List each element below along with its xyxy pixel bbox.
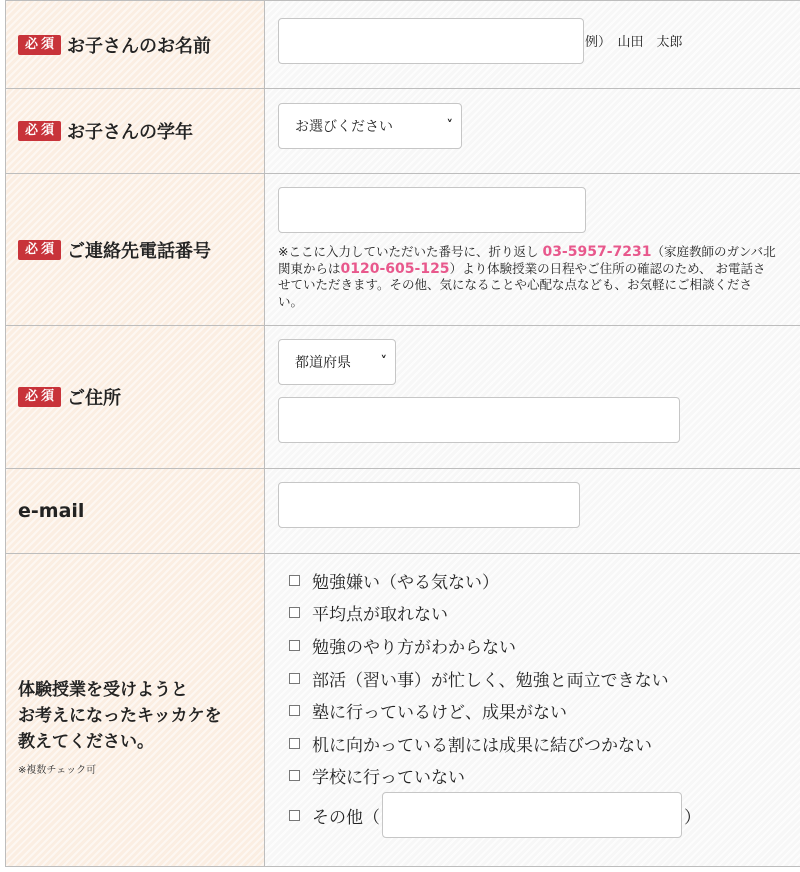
- reason-option-label: 勉強嫌い（やる気ない）: [312, 572, 499, 593]
- field-cell: [265, 1, 800, 88]
- label-cell: [6, 174, 265, 325]
- other-close-paren: ）: [684, 807, 701, 828]
- row-email: [5, 469, 800, 554]
- chevron-down-icon: ˅: [380, 354, 387, 370]
- child-name-input[interactable]: [278, 18, 584, 64]
- phone-input[interactable]: [278, 187, 586, 233]
- row-child-name: [5, 1, 800, 89]
- checkbox-icon[interactable]: [289, 673, 300, 684]
- reason-option-label: 塾に行っているけど、成果がない: [312, 703, 567, 724]
- reason-option-label: 勉強のやり方がわからない: [312, 637, 516, 658]
- phone-label: ご連絡先電話番号: [67, 240, 212, 262]
- reason-option-label: 学校に行っていない: [312, 768, 465, 789]
- reason-option-other[interactable]: [289, 792, 800, 838]
- required-badge: 必須: [18, 35, 61, 55]
- address-label: ご住所: [67, 388, 122, 409]
- reason-option[interactable]: [289, 662, 800, 695]
- phone-note-text: ※ここに入力していただいた番号に、折り返し: [278, 244, 543, 259]
- required-badge: 必須: [18, 240, 61, 260]
- grade-select-value: お選びください: [295, 119, 393, 135]
- reason-option[interactable]: [289, 760, 800, 793]
- trial-form: [5, 0, 800, 867]
- reason-option[interactable]: [289, 597, 800, 630]
- grade-label: お子さんの学年: [67, 122, 194, 143]
- row-address: [5, 326, 800, 469]
- checkbox-icon[interactable]: [289, 607, 300, 618]
- field-cell: [265, 89, 800, 173]
- checkbox-icon[interactable]: [289, 738, 300, 749]
- label-cell: [6, 326, 265, 468]
- phone-note-text: ）より体験授業の日程やご住所の確認のため、 お電話させていただきます。その他、気になることや心配な点なども、お気軽にご相談ください。: [278, 260, 766, 309]
- phone-number-2: 0120-605-125: [340, 260, 450, 277]
- reason-option[interactable]: [289, 629, 800, 662]
- multi-check-note: ※複数チェック可: [18, 764, 97, 776]
- checkbox-icon[interactable]: [289, 640, 300, 651]
- reason-option[interactable]: [289, 564, 800, 597]
- reason-label-line: お考えになったキッカケを: [18, 705, 222, 726]
- reason-label: [18, 677, 222, 776]
- example-text: 例） 山田 太郎: [585, 35, 683, 50]
- required-badge: 必須: [18, 387, 61, 407]
- label-cell: [6, 469, 265, 553]
- reason-option-label: その他（: [312, 807, 380, 828]
- required-badge: 必須: [18, 121, 61, 141]
- label-cell: [6, 554, 265, 866]
- reason-label-line: 体験授業を受けようと: [18, 679, 188, 700]
- field-cell: [265, 554, 800, 866]
- checkbox-icon[interactable]: [289, 770, 300, 781]
- label-cell: [6, 89, 265, 173]
- phone-note-text: （家庭教師のガンバ北関東からは: [278, 244, 776, 276]
- reason-option-label: 平均点が取れない: [312, 605, 448, 626]
- email-label: e-mail: [18, 500, 85, 522]
- reason-option-label: 部活（習い事）が忙しく、勉強と両立できない: [312, 670, 669, 691]
- phone-number-1: 03-5957-7231: [542, 244, 652, 260]
- row-reason: [5, 554, 800, 867]
- checkbox-icon[interactable]: [289, 575, 300, 586]
- grade-select[interactable]: [278, 103, 462, 149]
- phone-note: [278, 244, 776, 310]
- label-cell: [6, 1, 265, 88]
- prefecture-select-value: 都道府県: [295, 355, 351, 371]
- row-grade: [5, 89, 800, 174]
- prefecture-select[interactable]: [278, 339, 396, 385]
- address-input[interactable]: [278, 397, 680, 443]
- child-name-label: お子さんのお名前: [67, 35, 212, 57]
- chevron-down-icon: ˅: [446, 118, 453, 134]
- field-cell: [265, 469, 800, 553]
- row-phone: [5, 174, 800, 326]
- field-cell: [265, 326, 800, 468]
- field-cell: [265, 174, 800, 325]
- reason-label-line: 教えてください。: [18, 731, 154, 752]
- other-reason-input[interactable]: [382, 792, 682, 838]
- reason-option[interactable]: [289, 694, 800, 727]
- checkbox-icon[interactable]: [289, 705, 300, 716]
- checkbox-icon[interactable]: [289, 810, 300, 821]
- email-input[interactable]: [278, 482, 580, 528]
- reason-option-label: 机に向かっている割には成果に結びつかない: [312, 735, 652, 756]
- reason-option[interactable]: [289, 727, 800, 760]
